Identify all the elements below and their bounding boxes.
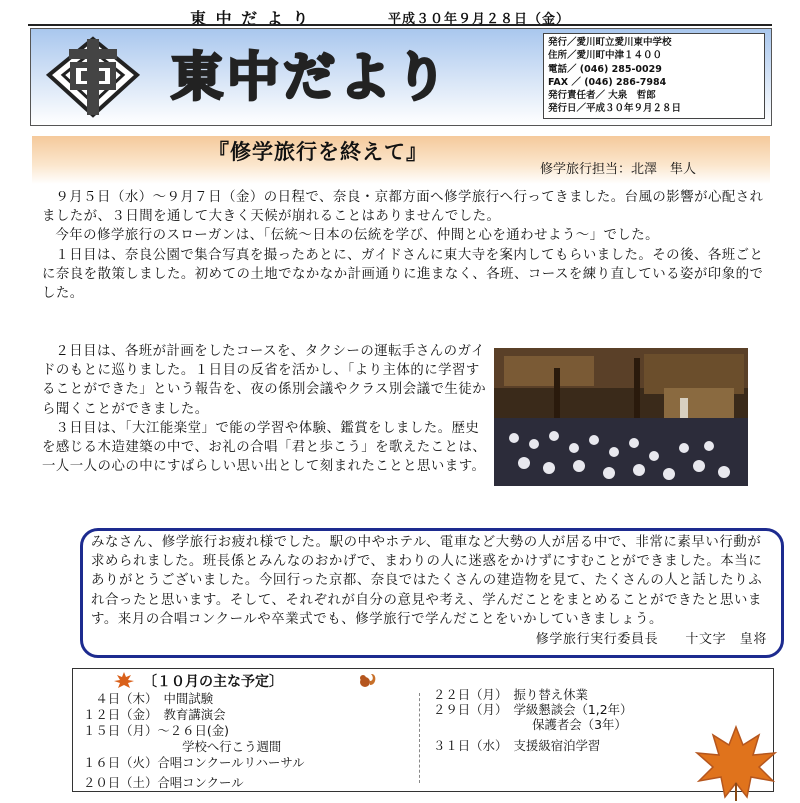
info-line: 発行責任者／ 大泉 哲郎 [548, 90, 656, 102]
school-emblem-icon [43, 35, 143, 119]
article-author: 修学旅行担当：北澤 隼人 [540, 162, 697, 177]
schedule-item: ４日（木） 中間試験 [83, 691, 214, 706]
squirrel-icon [357, 671, 379, 689]
info-line: 電話／ (046) 285-0029 [548, 63, 662, 75]
article-paragraph: 今年の修学旅行のスローガンは、「伝統～日本の伝統を学び、仲間と心を通わせよう～」でした。 [55, 228, 660, 244]
schedule-left-column [83, 691, 305, 791]
noh-theater-photo [494, 348, 748, 486]
info-line: 住所／愛川町中津１４００ [548, 50, 663, 62]
committee-message-box [80, 528, 784, 658]
schedule-item: ３１日（水） 支援級宿泊学習 [433, 738, 601, 753]
article-column [42, 342, 492, 476]
committee-message: みなさん、修学旅行お疲れ様でした。駅の中やホテル、電車など大勢の人が居る中で、非常に素早い行動が求められました。班長係とみんなのおかげで、まわりの人に迷惑をかけずにすむことができました。本当にありがとうございました。今回行った京都、奈良ではたくさんの建造物を見て、たくさんの人と話したりふれ合ったと思います。そして、それぞれが自分の意見や考え、学んだことをまとめることができたと思います。来月の合唱コンクールや卒業式でも、修学旅行で学んだことをいかしていきましょう。 [91, 535, 763, 627]
info-line: 発行／愛川町立愛川東中学校 [548, 37, 672, 48]
publication-info [543, 33, 765, 119]
article-paragraph: １日目は、奈良公園で集合写真を撮ったあとに、ガイドさんに東大寺を案内してもらいました。その後、各班ごとに奈良を散策しました。初めての土地でなかなか計画通りに進まなく、各班、コースを練り直している姿が印象的でした。 [42, 247, 764, 302]
header-rule [28, 24, 772, 26]
schedule-title: 〔１０月の主な予定〕 [143, 674, 283, 690]
schedule-divider [419, 693, 420, 783]
newsletter-page [28, 0, 772, 798]
article-body [42, 188, 768, 303]
schedule-item: ２２日（月） 振り替え休業 [433, 687, 588, 702]
article-paragraph: ２日目は、各班が計画をしたコースを、タクシーの運転手さんのガイドのもとに巡りました。１日目の反省を活かし、「より主体的に学習することができた」という報告を、夜の係別会議やクラス別会議で生徒から聞くことができました。 [42, 344, 487, 417]
committee-signature: 修学旅行実行委員長 十文字 皇将 [535, 631, 767, 647]
schedule-item: １５日（月）～２６日(金) [83, 723, 229, 738]
schedule-item: １６日（火）合唱コンクールリハーサル [83, 755, 305, 770]
article-title: 『修学旅行を終えて』 [208, 140, 428, 164]
schedule-item: 保護者会（3年） [433, 717, 627, 732]
schedule-item: 学校へ行こう週間 [83, 739, 282, 754]
header-name: 東 中 だ よ り [190, 9, 311, 28]
schedule-item: ２０日（土）合唱コンクール [83, 775, 244, 790]
header-date: 平成３０年９月２８日（金） [388, 12, 571, 27]
maple-leaf-decoration-icon [693, 723, 779, 803]
maple-leaf-icon [113, 671, 135, 689]
schedule-right-column [433, 687, 632, 753]
article-paragraph: ３日目は、「大江能楽堂」で能の学習や体験、鑑賞をしました。歴史を感じる木造建築の中で、お礼の合唱「君と歩こう」を歌えたことは、一人一人の心の中にすばらしい思い出として刻まれたことと思います。 [42, 420, 487, 475]
schedule-item: ２９日（月） 学級懇談会（1,2年） [433, 702, 633, 717]
info-line: 発行日／平成３０年９月２８日 [548, 103, 682, 115]
masthead [30, 28, 772, 126]
october-schedule [72, 668, 774, 792]
article-paragraph: ９月５日（水）～９月７日（金）の日程で、奈良・京都方面へ修学旅行へ行ってきました。台風の影響が心配されましたが、３日間を通して大きく天候が崩れることはありませんでした。 [42, 190, 764, 225]
masthead-title: 東中だより [171, 48, 452, 108]
schedule-item: １２日（金） 教育講演会 [83, 707, 226, 722]
info-line: FAX ／ (046) 286-7984 [548, 76, 667, 88]
